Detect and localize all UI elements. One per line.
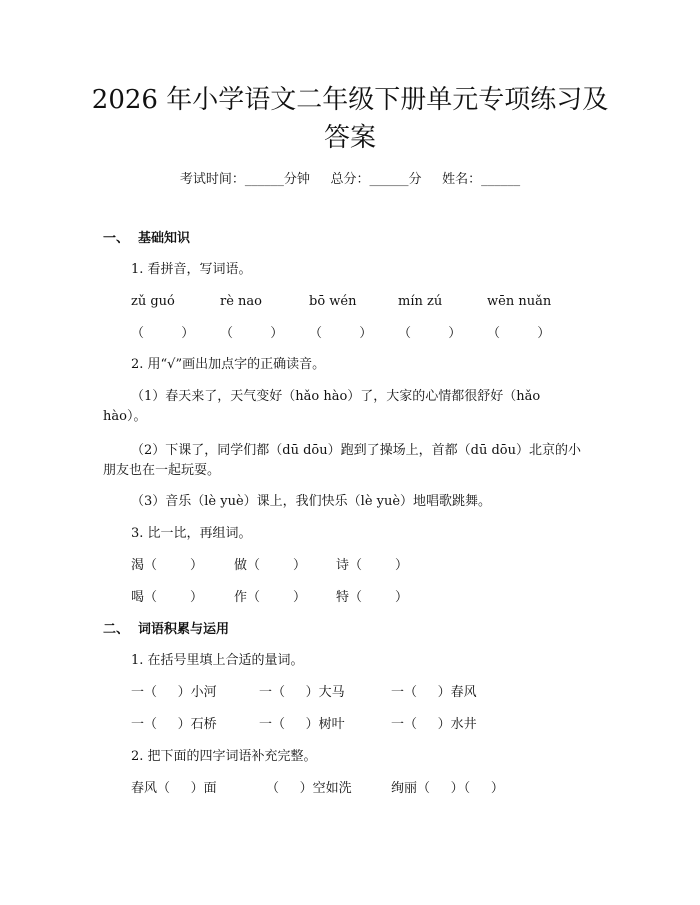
answer-blank[interactable]: （ ） — [131, 326, 195, 341]
answer-blank[interactable]: （ ） — [487, 326, 551, 341]
pinyin-item: mín zú — [398, 294, 443, 309]
question-2-sentence-2-cont: 朋友也在一起玩耍。 — [103, 463, 221, 478]
page-title-line1: 2026 年小学语文二年级下册单元专项练习及 — [91, 85, 609, 115]
compare-word-item[interactable]: 渴（ ） — [131, 558, 204, 573]
measure-word-item[interactable]: 一（ ）春风 — [391, 685, 477, 700]
question-2-sentence-1: （1）春天来了，天气变好（hǎo hào）了，大家的心情都很舒好（hǎo — [131, 389, 541, 404]
exam-meta-info: 考试时间：______分钟 总分：______分 姓名：______ — [179, 172, 521, 187]
measure-word-item[interactable]: 一（ ）小河 — [131, 685, 217, 700]
section2-question-2-prompt: 2. 把下面的四字词语补充完整。 — [131, 749, 317, 764]
answer-blank[interactable]: （ ） — [309, 326, 373, 341]
pinyin-item: zǔ guó — [131, 294, 175, 309]
question-2-prompt: 2. 用“√”画出加点字的正确读音。 — [131, 357, 326, 372]
section2-question-1-prompt: 1. 在括号里填上合适的量词。 — [131, 653, 304, 668]
question-2-sentence-2: （2）下课了，同学们都（dū dōu）跑到了操场上，首都（dū dōu）北京的小 — [131, 443, 581, 458]
question-3-prompt: 3. 比一比，再组词。 — [131, 526, 252, 541]
question-2-sentence-1-cont: hào）。 — [103, 409, 147, 424]
measure-word-item[interactable]: 一（ ）树叶 — [259, 717, 345, 732]
section-heading-vocabulary: 二、 词语积累与运用 — [103, 622, 230, 637]
pinyin-item: rè nao — [220, 294, 262, 309]
compare-word-item[interactable]: 作（ ） — [234, 590, 307, 605]
measure-word-item[interactable]: 一（ ）石桥 — [131, 717, 217, 732]
compare-word-item[interactable]: 做（ ） — [234, 558, 307, 573]
question-1-prompt: 1. 看拼音，写词语。 — [131, 262, 252, 277]
measure-word-item[interactable]: 一（ ）水井 — [391, 717, 477, 732]
idiom-item[interactable]: （ ）空如洗 — [266, 781, 352, 796]
compare-word-item[interactable]: 喝（ ） — [131, 590, 204, 605]
pinyin-item: bō wén — [309, 294, 357, 309]
page-title-line2: 答案 — [323, 123, 376, 153]
compare-word-item[interactable]: 诗（ ） — [336, 558, 409, 573]
answer-blank[interactable]: （ ） — [398, 326, 462, 341]
pinyin-item: wēn nuǎn — [487, 294, 552, 309]
answer-blank[interactable]: （ ） — [220, 326, 284, 341]
compare-word-item[interactable]: 特（ ） — [336, 590, 409, 605]
idiom-item[interactable]: 春风（ ）面 — [131, 781, 217, 796]
section-heading-basics: 一、 基础知识 — [103, 231, 191, 246]
idiom-item[interactable]: 绚丽（ ）（ ） — [391, 781, 504, 796]
measure-word-item[interactable]: 一（ ）大马 — [259, 685, 345, 700]
question-2-sentence-3: （3）音乐（lè yuè）课上，我们快乐（lè yuè）地唱歌跳舞。 — [131, 494, 492, 509]
